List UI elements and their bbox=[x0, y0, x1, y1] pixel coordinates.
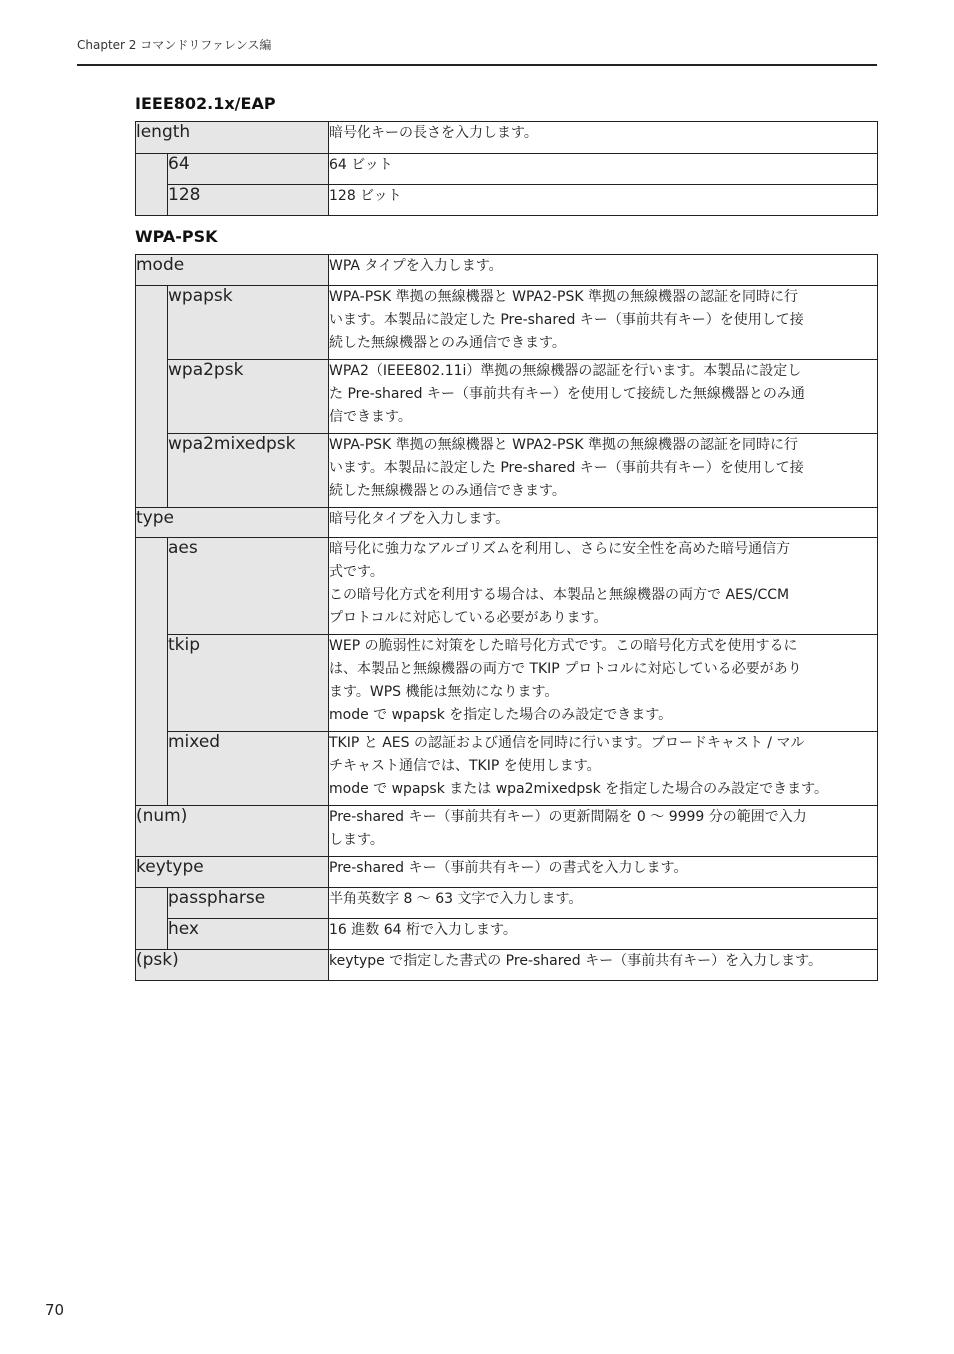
table-row bbox=[136, 888, 878, 919]
desc-line: WPA-PSK 準拠の無線機器と WPA2-PSK 準拠の無線機器の認証を同時に行 bbox=[329, 437, 799, 453]
desc-line: します。 bbox=[329, 832, 384, 848]
param-name: length bbox=[136, 122, 329, 154]
param-name: mixed bbox=[168, 732, 329, 806]
desc-line: WPA2（IEEE802.11i）準拠の無線機器の認証を行います。本製品に設定し bbox=[329, 363, 802, 379]
param-desc: 16 進数 64 桁で入力します。 bbox=[329, 919, 878, 950]
table-row bbox=[136, 185, 878, 216]
param-name: wpapsk bbox=[168, 286, 329, 360]
param-desc bbox=[329, 360, 878, 434]
table-row bbox=[136, 538, 878, 635]
indent-cell bbox=[136, 888, 168, 950]
desc-line: Pre-shared キー（事前共有キー）の更新間隔を 0 〜 9999 分の範囲で入力 bbox=[329, 809, 807, 825]
section-title-wpa: WPA-PSK bbox=[135, 227, 218, 246]
section-title-ieee: IEEE802.1x/EAP bbox=[135, 94, 276, 113]
desc-line: mode で wpapsk または wpa2mixedpsk を指定した場合のみ設定できます。 bbox=[329, 781, 829, 797]
desc-line: プロトコルに対応している必要があります。 bbox=[329, 610, 608, 626]
param-name: passpharse bbox=[168, 888, 329, 919]
indent-cell bbox=[136, 538, 168, 806]
table-row bbox=[136, 857, 878, 888]
desc-line: ます。WPS 機能は無効になります。 bbox=[329, 684, 559, 700]
table-row bbox=[136, 635, 878, 732]
indent-cell bbox=[136, 154, 168, 216]
param-name: tkip bbox=[168, 635, 329, 732]
param-desc: 半角英数字 8 〜 63 文字で入力します。 bbox=[329, 888, 878, 919]
table-row bbox=[136, 255, 878, 286]
desc-line: います。本製品に設定した Pre-shared キー（事前共有キー）を使用して接 bbox=[329, 460, 804, 476]
param-desc bbox=[329, 806, 878, 857]
desc-line: チキャスト通信では、TKIP を使用します。 bbox=[329, 758, 601, 774]
ieee-parameter-table bbox=[135, 121, 878, 216]
desc-line: た Pre-shared キー（事前共有キー）を使用して接続した無線機器とのみ通 bbox=[329, 386, 805, 402]
desc-line: 式です。 bbox=[329, 564, 384, 580]
desc-line: 続した無線機器とのみ通信できます。 bbox=[329, 483, 566, 499]
desc-line: WEP の脆弱性に対策をした暗号化方式です。この暗号化方式を使用するに bbox=[329, 638, 798, 654]
param-name: type bbox=[136, 508, 329, 538]
param-name: wpa2mixedpsk bbox=[168, 434, 329, 508]
desc-line: TKIP と AES の認証および通信を同時に行います。ブロードキャスト / マル bbox=[329, 735, 805, 751]
chapter-header: Chapter 2 コマンドリファレンス編 bbox=[77, 38, 272, 52]
param-desc: WPA タイプを入力します。 bbox=[329, 255, 878, 286]
param-desc: 128 ビット bbox=[329, 185, 878, 216]
param-desc: Pre-shared キー（事前共有キー）の書式を入力します。 bbox=[329, 857, 878, 888]
desc-line: 信できます。 bbox=[329, 409, 412, 425]
param-desc bbox=[329, 635, 878, 732]
page-number: 70 bbox=[45, 1301, 65, 1319]
desc-line: 続した無線機器とのみ通信できます。 bbox=[329, 335, 566, 351]
param-desc bbox=[329, 538, 878, 635]
param-name: 64 bbox=[168, 154, 329, 185]
param-desc: 暗号化タイプを入力します。 bbox=[329, 508, 878, 538]
table-row bbox=[136, 950, 878, 981]
param-name: keytype bbox=[136, 857, 329, 888]
desc-line: mode で wpapsk を指定した場合のみ設定できます。 bbox=[329, 707, 673, 723]
desc-line: います。本製品に設定した Pre-shared キー（事前共有キー）を使用して接 bbox=[329, 312, 804, 328]
param-desc bbox=[329, 732, 878, 806]
table-row bbox=[136, 508, 878, 538]
table-row bbox=[136, 154, 878, 185]
desc-line: WPA-PSK 準拠の無線機器と WPA2-PSK 準拠の無線機器の認証を同時に行 bbox=[329, 289, 799, 305]
table-row bbox=[136, 286, 878, 360]
param-name: 128 bbox=[168, 185, 329, 216]
table-row bbox=[136, 360, 878, 434]
table-row bbox=[136, 806, 878, 857]
table-row bbox=[136, 732, 878, 806]
param-name: hex bbox=[168, 919, 329, 950]
indent-cell bbox=[136, 286, 168, 508]
param-desc: 暗号化キーの長さを入力します。 bbox=[329, 122, 878, 154]
param-desc: 64 ビット bbox=[329, 154, 878, 185]
desc-line: この暗号化方式を利用する場合は、本製品と無線機器の両方で AES/CCM bbox=[329, 587, 790, 603]
param-name: mode bbox=[136, 255, 329, 286]
wpa-parameter-table bbox=[135, 254, 878, 981]
param-desc bbox=[329, 434, 878, 508]
param-desc: keytype で指定した書式の Pre-shared キー（事前共有キー）を入力します。 bbox=[329, 950, 878, 981]
table-row bbox=[136, 919, 878, 950]
param-name: (psk) bbox=[136, 950, 329, 981]
param-name: aes bbox=[168, 538, 329, 635]
desc-line: は、本製品と無線機器の両方で TKIP プロトコルに対応している必要があり bbox=[329, 661, 802, 677]
desc-line: 暗号化に強力なアルゴリズムを利用し、さらに安全性を高めた暗号通信方 bbox=[329, 541, 791, 557]
param-name: (num) bbox=[136, 806, 329, 857]
table-row bbox=[136, 434, 878, 508]
table-row bbox=[136, 122, 878, 154]
param-name: wpa2psk bbox=[168, 360, 329, 434]
header-divider bbox=[77, 64, 877, 66]
param-desc bbox=[329, 286, 878, 360]
